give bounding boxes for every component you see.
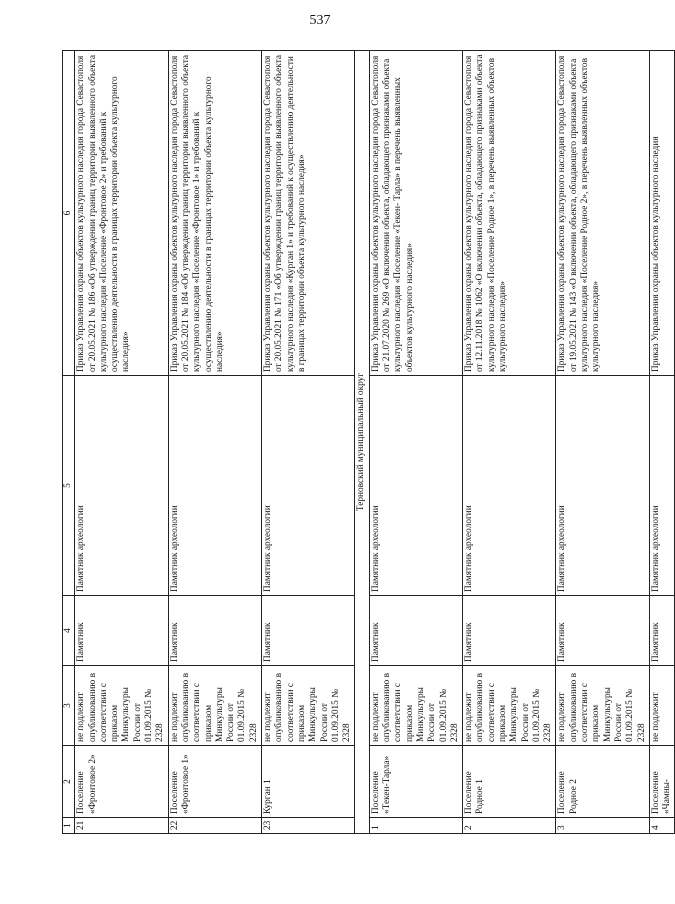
row-number: 4: [649, 818, 675, 834]
section-title: Терновский муниципальный округ: [355, 51, 369, 834]
row-number: 1: [369, 818, 462, 834]
row-number: 2: [463, 818, 556, 834]
table-row: [649, 51, 675, 834]
legal-document: Приказ Управления охраны объектов культурного наследия города Севастополя от 12.11.2018 № 1062 «О включении объекта, обладающего признаками объекта культурного наследия «Поселение Родное 1», в перечень выявленных объектов культурного наследия»: [463, 51, 556, 376]
row-number: 22: [168, 818, 261, 834]
object-type: Памятник археологии: [369, 376, 462, 596]
object-name: Поселение «Текен-Тарла»: [369, 746, 462, 818]
heritage-objects-table: [62, 50, 675, 834]
object-kind: Памятник: [168, 596, 261, 666]
column-header-3: 3: [63, 666, 75, 746]
legal-document: Приказ Управления охраны объектов культурного наследия города Севастополя от 20.05.2021 № 171 «Об утверждении границ территории выявленного объекта культурного наследия «Курган 1» и требований к осуществлению деятельности в границах территории объекта культурного наследия»: [262, 51, 355, 376]
object-type: Памятник археологии: [75, 376, 168, 596]
object-type: Памятник археологии: [463, 376, 556, 596]
object-kind: Памятник: [649, 596, 675, 666]
column-header-5: 5: [63, 376, 75, 596]
object-name: Поселение Родное 1: [463, 746, 556, 818]
row-number: 21: [75, 818, 168, 834]
object-kind: Памятник: [463, 596, 556, 666]
object-name: Поселение Родное 2: [556, 746, 649, 818]
legal-document: Приказ Управления охраны объектов культурного наследия города Севастополя от 20.05.2021 № 184 «Об утверждении границ территории выявленного объекта культурного наследия «Поселение «Фронтовое 1» и требований к осуществлению деятельности в границах территории объекта культурного наследия»: [168, 51, 261, 376]
column-header-4: 4: [63, 596, 75, 666]
object-kind: Памятник: [556, 596, 649, 666]
page-number: 537: [309, 13, 331, 28]
row-number: 3: [556, 818, 649, 834]
object-kind: Памятник: [262, 596, 355, 666]
publication-note: не подлежит опубликованию в соответствии с приказом Минкультуры России от 01.09.2015 № 2328: [168, 666, 261, 746]
object-type: Памятник археологии: [556, 376, 649, 596]
rotated-registry-table: [62, 50, 673, 834]
object-type: Памятник археологии: [168, 376, 261, 596]
object-type: Памятник археологии: [649, 376, 675, 596]
object-type: Памятник археологии: [262, 376, 355, 596]
column-number-row: [63, 51, 75, 834]
table-row: [556, 51, 649, 834]
publication-note: не подлежит опубликованию в соответствии с приказом Минкультуры России от 01.09.2015 № 2328: [369, 666, 462, 746]
column-header-2: 2: [63, 746, 75, 818]
section-row: [355, 51, 369, 834]
legal-document: Приказ Управления охраны объектов культурного наследия города Севастополя от 19.05.2021 № 143 «О включении объекта, обладающего признаками объекта культурного наследия «Поселение Родное 2», в перечень выявленных объектов культурного наследия»: [556, 51, 649, 376]
table-row: [75, 51, 168, 834]
object-name: Поселение «Фронтовое 1»: [168, 746, 261, 818]
object-name: Поселение «Чамны-: [649, 746, 675, 818]
legal-document: Приказ Управления охраны объектов культурного наследия города Севастополя от 20.05.2021 № 186 «Об утверждении границ территории выявленного объекта культурного наследия «Поселение «Фронтовое 2» и требований к осуществлению деятельности в границах территории объекта культурного наследия»: [75, 51, 168, 376]
legal-document: Приказ Управления охраны объектов культурного наследия: [649, 51, 675, 376]
table-row: [369, 51, 462, 834]
object-name: Поселение «Фронтовое 2»: [75, 746, 168, 818]
object-kind: Памятник: [75, 596, 168, 666]
publication-note: не подлежит опубликованию в соответствии с приказом Минкультуры России от 01.09.2015 № 2328: [262, 666, 355, 746]
row-number: 23: [262, 818, 355, 834]
object-name: Курган 1: [262, 746, 355, 818]
table-row: [463, 51, 556, 834]
column-header-6: 6: [63, 51, 75, 376]
publication-note: не подлежит опубликованию в соответствии с приказом Минкультуры России от 01.09.2015 № 2328: [463, 666, 556, 746]
publication-note: не подлежит опубликованию в соответствии с приказом Минкультуры России от 01.09.2015 № 2328: [556, 666, 649, 746]
publication-note: не подлежит: [649, 666, 675, 746]
publication-note: не подлежит опубликованию в соответствии с приказом Минкультуры России от 01.09.2015 № 2328: [75, 666, 168, 746]
legal-document: Приказ Управления охраны объектов культурного наследия города Севастополя от 21.07.2020 № 269 «О включении объекта, обладающего признаками объекта культурного наследия «Поселение «Текен- Тарла» в перечень выявленных объектов культурного наследия»: [369, 51, 462, 376]
column-header-1: 1: [63, 818, 75, 834]
table-row: [262, 51, 355, 834]
table-row: [168, 51, 261, 834]
object-kind: Памятник: [369, 596, 462, 666]
